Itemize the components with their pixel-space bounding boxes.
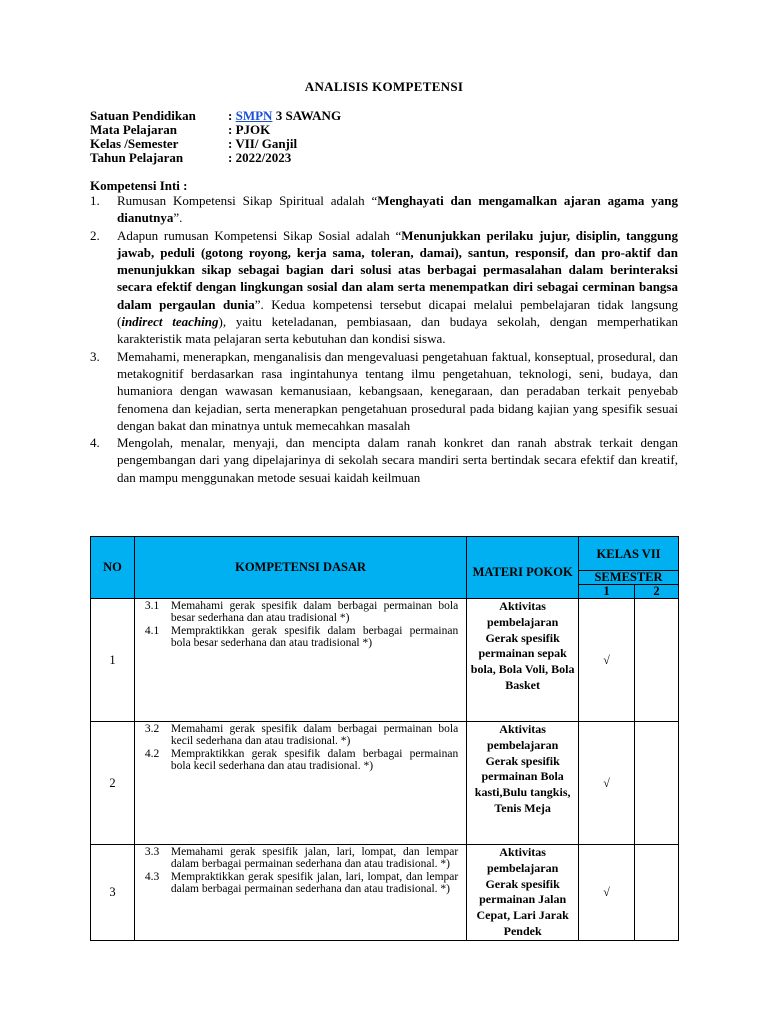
ki-number: 3.: [90, 348, 100, 364]
kd-text: Memahami gerak spesifik dalam berbagai permainan bola kecil sederhana dan atau tradisional. *): [170, 723, 459, 748]
ki-number: 1.: [90, 193, 100, 208]
materi-pokok-cell: Aktivitas pembelajaran Gerak spesifik permainan sepak bola, Bola Voli, Bola Basket: [467, 599, 579, 722]
ki-text-bold: Menghayati dan mengamalkan ajaran agama yang dianutnya: [117, 193, 678, 226]
ki-text: Memahami, menerapkan, menganalisis dan mengevaluasi pengetahuan faktual, konseptual, prosedural, dan metakognitif berdasarkan rasa ingintahunya tentang ilmu pengetahuan, teknologi, seni, budaya, dan humaniora dengan wawasan kemanusiaan, kebangsaan, kenegaraan, dan peradaban terkait penyebab fenomena dan kejadian, serta menerapkan pengetahuan prosedural pada bidang kajian yang spesifik sesuai dengan bakat dan minatnya untuk memecahkan masalah: [117, 348, 678, 433]
ki-item-4: [90, 434, 678, 486]
check-semester-1: √: [579, 599, 635, 722]
smpn-link[interactable]: SMPN: [235, 108, 273, 123]
kd-number: 4.3: [144, 870, 160, 883]
kd-number: 4.2: [144, 747, 160, 760]
check-semester-2: [635, 722, 679, 845]
row-number: 3: [91, 845, 135, 941]
kd-item: [145, 748, 458, 773]
ki-text-part: Adapun rumusan Kompetensi Sikap Sosial adalah “: [117, 227, 402, 243]
header-materi-pokok: MATERI POKOK: [467, 537, 579, 599]
ki-text: Mengolah, menalar, menyaji, dan mencipta dalam ranah konkret dan ranah abstrak terkait dengan pengembangan dari yang dipelajarinya di sekolah secara mandiri serta bertindak secara efektif dan kreatif, dan mampu menggunakan metode sesuai kaidah keilmuan: [117, 435, 678, 485]
meta-label: Kelas /Semester: [90, 136, 179, 151]
header-semester: SEMESTER: [579, 571, 679, 585]
ki-text-part: ”.: [173, 210, 183, 226]
document-title: ANALISIS KOMPETENSI: [304, 79, 464, 94]
meta-value: [228, 109, 341, 123]
ki-text-bold: Menunjukkan perilaku jujur, disiplin, tanggung jawab, peduli (gotong royong, kerja sama, toleran, damai), santun, responsif, dan pro-aktif dan menunjukkan sikap sebagai bagian dari solusi atas berbagai permasalahan dalam berinteraksi secara efektif dengan lingkungan sosial dan alam serta menempatkan diri sebagai cerminan bangsa dalam pergaulan dunia: [117, 227, 679, 312]
row-number: 1: [91, 599, 135, 722]
ki-text-part: Rumusan Kompetensi Sikap Spiritual adalah “: [117, 193, 378, 208]
kd-number: 3.3: [144, 846, 160, 858]
colon: :: [228, 108, 236, 123]
header-semester-1: 1: [579, 585, 635, 599]
kd-item: [145, 723, 458, 748]
meta-label: Tahun Pelajaran: [90, 150, 184, 165]
ki-text-part: ”. Kedua kompetensi tersebut dicapai melalui pembelajaran tidak langsung (: [117, 296, 678, 330]
check-semester-1: √: [579, 722, 635, 845]
meta-value: : PJOK: [228, 122, 271, 137]
ki-text: [117, 227, 678, 348]
header-semester-2: 2: [635, 585, 679, 599]
kd-cell: [134, 722, 466, 845]
meta-row-satuan: [90, 109, 341, 123]
meta-row-kelas: [90, 137, 341, 151]
materi-pokok-cell: Aktivitas pembelajaran Gerak spesifik permainan Bola kasti,Bulu tangkis, Tenis Meja: [467, 722, 579, 845]
kd-text: Mempraktikkan gerak spesifik dalam berbagai permainan bola besar sederhana dan atau tradisional *): [170, 624, 459, 649]
table-row: [91, 845, 679, 941]
table-row: [91, 599, 679, 722]
kd-text: Memahami gerak spesifik dalam berbagai permainan bola besar sederhana dan atau tradisional *): [170, 600, 459, 625]
ki-heading: Kompetensi Inti :: [90, 178, 188, 193]
meta-row-mapel: [90, 123, 341, 137]
meta-label: Mata Pelajaran: [90, 122, 178, 137]
ki-item-1: [90, 192, 678, 227]
ki-item-3: [90, 348, 678, 434]
ki-text-part: ), yaitu keteladanan, pembiasaan, dan budaya sekolah, dengan memperhatikan karakteristik mata pelajaran serta kebutuhan dan kondisi siswa.: [117, 314, 678, 347]
meta-value: : 2022/2023: [228, 150, 292, 165]
kd-cell: [134, 599, 466, 722]
header-kelas: KELAS VII: [579, 537, 679, 571]
kd-item: [145, 846, 458, 871]
kd-item: [145, 871, 458, 896]
header-kompetensi-dasar: KOMPETENSI DASAR: [134, 537, 466, 599]
header-no: NO: [91, 537, 135, 599]
meta-value: : VII/ Ganjil: [228, 136, 298, 151]
kd-text: Mempraktikkan gerak spesifik dalam berbagai permainan bola kecil sederhana dan atau tradisional. *): [170, 747, 459, 772]
table-row: [91, 722, 679, 845]
meta-row-tahun: [90, 151, 341, 165]
kd-item: [145, 600, 458, 625]
kd-text: Mempraktikkan gerak spesifik jalan, lari, lompat, dan lempar dalam berbagai permainan sederhana dan atau tradisional. *): [170, 870, 459, 895]
ki-list: [90, 192, 678, 486]
check-semester-2: [635, 845, 679, 941]
identity-block: [90, 109, 341, 165]
check-semester-2: [635, 599, 679, 722]
kd-text: Memahami gerak spesifik jalan, lari, lompat, dan lempar dalam berbagai permainan sederhana dan atau tradisional. *): [170, 846, 459, 871]
meta-label: Satuan Pendidikan: [90, 108, 196, 123]
ki-number: 2.: [90, 227, 100, 243]
school-name: 3 SAWANG: [272, 108, 342, 123]
ki-text-bold-italic: indirect teaching: [121, 314, 219, 330]
kd-cell: [134, 845, 466, 941]
kd-number: 4.1: [144, 624, 160, 637]
row-number: 2: [91, 722, 135, 845]
materi-pokok-cell: Aktivitas pembelajaran Gerak spesifik permainan Jalan Cepat, Lari Jarak Pendek: [467, 845, 579, 941]
check-semester-1: √: [579, 845, 635, 941]
kompetensi-table: [90, 536, 679, 941]
ki-number: 4.: [90, 435, 100, 451]
kd-item: [145, 625, 458, 650]
ki-item-2: [90, 227, 678, 348]
kd-number: 3.2: [144, 723, 160, 735]
ki-text: [117, 192, 678, 227]
kd-number: 3.1: [144, 600, 160, 612]
